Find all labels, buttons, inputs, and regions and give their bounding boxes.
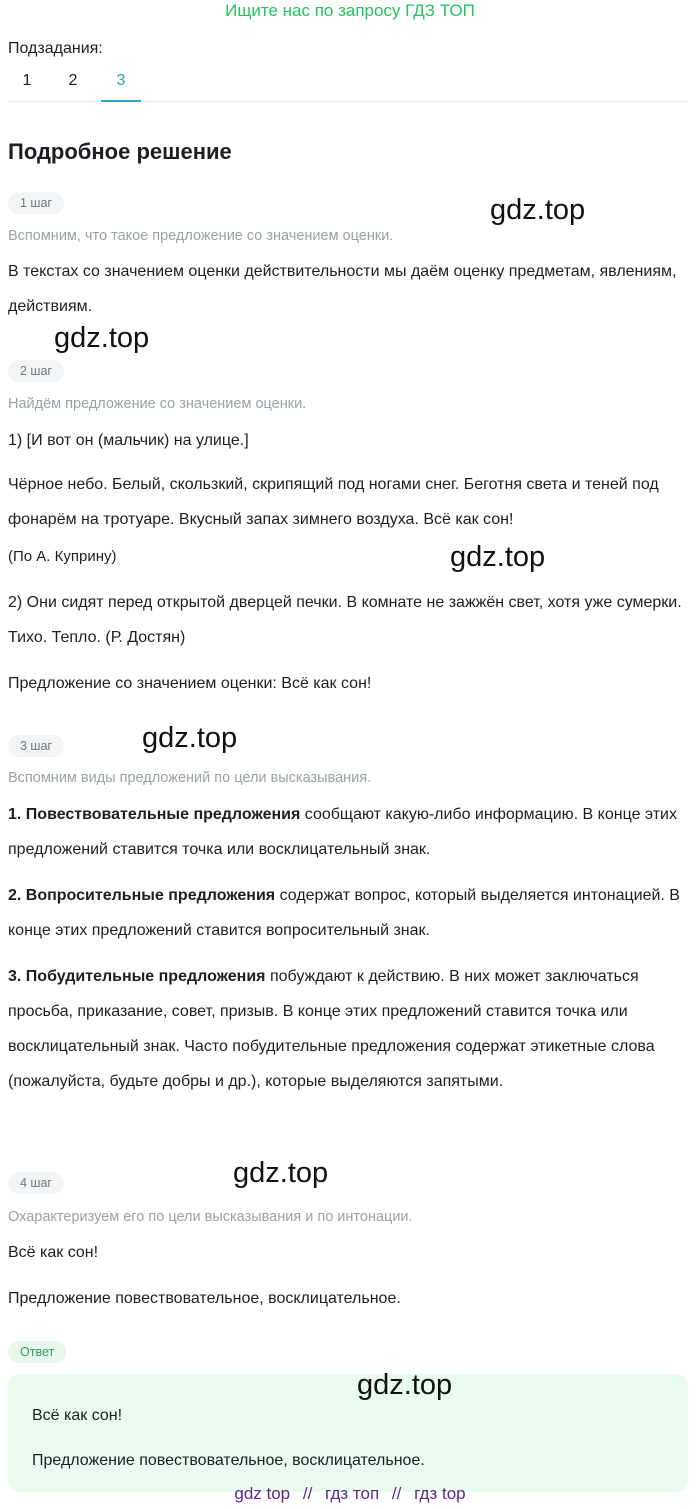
subtask-tabs (8, 66, 688, 102)
section-title: Подробное решение (8, 139, 232, 164)
item-3-term: 3. Побудительные предложения (8, 968, 266, 985)
step-4-hint: Охарактеризуем его по цели высказывания и по интонации. (8, 1209, 413, 1225)
footer-link-gdz-top[interactable]: gdz top (234, 1484, 291, 1503)
step-1-text: В текстах со значением оценки действительности мы даём оценку предметам, явлениям, действиям. (8, 263, 677, 315)
step-4-sentence: Всё как сон! (8, 1244, 99, 1261)
step-3-hint: Вспомним виды предложений по цели высказывания. (8, 770, 372, 786)
step-4-conclusion: Предложение повествовательное, восклицательное. (8, 1290, 401, 1307)
step-3-item-2 (8, 878, 692, 948)
step-2-conclusion: Предложение со значением оценки: Всё как сон! (8, 675, 372, 692)
tab-subtask-3[interactable]: 3 (101, 66, 141, 102)
step-2-quote: Чёрное небо. Белый, скользкий, скрипящий под ногами снег. Беготня света и теней под фонарём на тротуаре. Вкусный запах зимнего воздуха. Всё как сон! (8, 476, 659, 528)
footer-link-gdz-top-ru[interactable]: гдз топ (325, 1484, 380, 1503)
tab-subtask-2[interactable]: 2 (68, 72, 78, 89)
step-3-badge: 3 шаг (8, 735, 64, 757)
footer-separator: // (302, 1484, 313, 1503)
step-3-item-1 (8, 797, 692, 867)
step-4-badge: 4 шаг (8, 1172, 64, 1194)
watermark: gdz.top (142, 722, 238, 754)
watermark: gdz.top (233, 1157, 329, 1189)
item-3-definition: побуждают к действию. В них может заключаться просьба, приказание, совет, призыв. В конце этих предложений ставится точка или восклицательный знак. Часто побудительные предложения содержат этикетные слова (пожалуйста, будьте добры и др.), которые выделяются запятыми. (8, 968, 655, 1090)
step-2-sentence-2: 2) Они сидят перед открытой дверцей печки. В комнате не зажжён свет, хотя уже сумерки. Тихо. Тепло. (Р. Достян) (8, 594, 682, 646)
answer-box (8, 1374, 688, 1492)
watermark: gdz.top (357, 1369, 453, 1401)
step-2-hint: Найдём предложение со значением оценки. (8, 396, 307, 412)
watermark: gdz.top (54, 322, 150, 354)
item-2-term: 2. Вопросительные предложения (8, 887, 276, 904)
top-banner: Ищите нас по запросу ГДЗ ТОП (225, 1, 475, 20)
answer-badge: Ответ (8, 1341, 66, 1363)
step-2-badge: 2 шаг (8, 360, 64, 382)
watermark: gdz.top (490, 194, 586, 226)
footer-link-gdz-top-mixed[interactable]: гдз top (414, 1484, 466, 1503)
footer-links (0, 1482, 700, 1506)
item-1-term: 1. Повествовательные предложения (8, 806, 301, 823)
step-3-item-3 (8, 959, 692, 1099)
step-1-badge: 1 шаг (8, 192, 64, 214)
item-2-definition: содержат вопрос, который выделяется интонацией. В конце этих предложений ставится вопросительный знак. (8, 887, 680, 939)
footer-separator: // (391, 1484, 402, 1503)
step-1-hint: Вспомним, что такое предложение со значением оценки. (8, 228, 394, 244)
subtasks-label: Подзадания: (8, 40, 103, 57)
tab-subtask-1[interactable]: 1 (22, 72, 32, 89)
step-2-citation: (По А. Куприну) (8, 548, 117, 565)
item-1-definition: сообщают какую-либо информацию. В конце этих предложений ставится точка или восклицательный знак. (8, 806, 677, 858)
answer-conclusion: Предложение повествовательное, восклицательное. (32, 1452, 425, 1469)
step-2-sentence-1: 1) [И вот он (мальчик) на улице.] (8, 432, 249, 449)
answer-sentence: Всё как сон! (32, 1407, 123, 1424)
watermark: gdz.top (450, 541, 546, 573)
